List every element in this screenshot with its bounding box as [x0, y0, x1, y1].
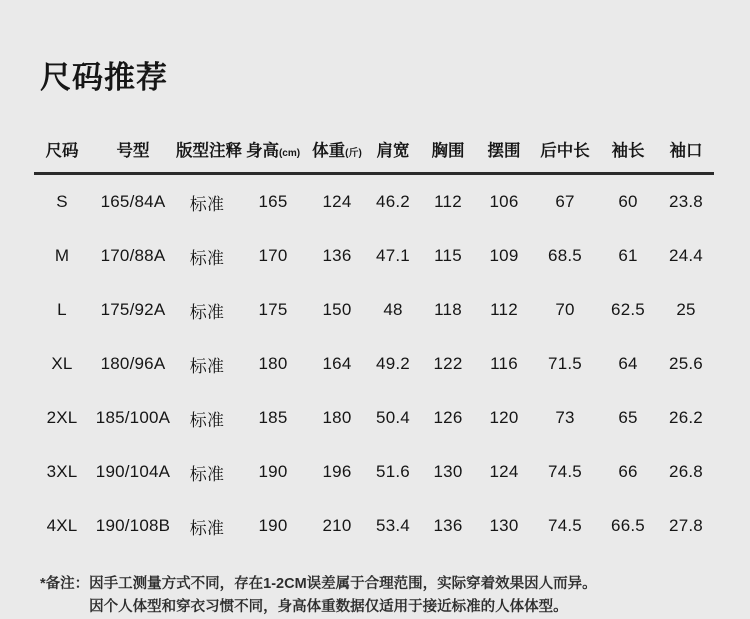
value-cell: 74.5: [548, 516, 582, 535]
column-header-label: 号型: [116, 142, 150, 160]
size-table-row: [34, 174, 714, 230]
value-cell: 48: [383, 300, 403, 319]
value-cell: 标准: [189, 194, 225, 214]
column-header-label: 尺码: [45, 142, 79, 160]
value-cell: 23.8: [669, 192, 703, 211]
size-cell: 3XL: [46, 462, 78, 481]
size-table-header-row: [34, 126, 714, 174]
value-cell: 130: [433, 462, 463, 481]
value-cell: 标准: [189, 410, 225, 430]
column-header: [34, 126, 90, 174]
value-cell: 68.5: [548, 246, 582, 265]
size-table: [34, 126, 714, 553]
size-table-row: [34, 445, 714, 499]
value-cell: 50.4: [376, 408, 410, 427]
footnote-line-2: 因个人体型和穿衣习惯不同，身高体重数据仅适用于接近标准的人体体型。: [89, 599, 568, 615]
value-cell: 26.2: [669, 408, 703, 427]
value-cell: 67: [555, 192, 575, 211]
value-cell: 标准: [189, 464, 225, 484]
value-cell: 115: [434, 246, 462, 265]
value-cell: 190: [258, 516, 288, 535]
column-header-label: 胸围: [431, 142, 465, 160]
value-cell: 66: [618, 462, 638, 481]
value-cell: 60: [618, 192, 638, 211]
size-cell: S: [56, 192, 68, 211]
value-cell: 109: [489, 246, 519, 265]
column-header: [658, 126, 714, 174]
value-cell: 25.6: [669, 354, 703, 373]
value-cell: 标准: [189, 356, 225, 376]
value-cell: 180: [322, 408, 352, 427]
column-header-label: 摆围: [487, 142, 521, 160]
value-cell: 标准: [189, 302, 225, 322]
value-cell: 165: [258, 192, 288, 211]
value-cell: 190: [258, 462, 288, 481]
column-header: [308, 126, 366, 174]
value-cell: 46.2: [376, 192, 410, 211]
column-header-label: 后中长: [540, 142, 590, 160]
value-cell: 49.2: [376, 354, 410, 373]
value-cell: 175/92A: [100, 300, 166, 319]
size-table-row: [34, 391, 714, 445]
value-cell: 122: [433, 354, 463, 373]
value-cell: 106: [489, 192, 519, 211]
value-cell: 136: [433, 516, 463, 535]
value-cell: 标准: [189, 518, 225, 538]
value-cell: 61: [618, 246, 638, 265]
size-cell: 2XL: [46, 408, 78, 427]
column-header-label: 肩宽: [376, 142, 410, 160]
size-table-row: [34, 499, 714, 553]
value-cell: 70: [555, 300, 575, 319]
page-title: 尺码推荐: [40, 60, 168, 95]
value-cell: 62.5: [611, 300, 645, 319]
value-cell: 65: [618, 408, 638, 427]
value-cell: 71.5: [548, 354, 582, 373]
value-cell: 120: [489, 408, 519, 427]
footnote: [40, 573, 750, 619]
size-cell: L: [57, 300, 67, 319]
footnote-label: *备注：: [40, 576, 90, 592]
column-header: [532, 126, 598, 174]
column-header-label: 身高: [245, 142, 279, 160]
value-cell: 210: [322, 516, 352, 535]
value-cell: 164: [322, 354, 352, 373]
size-cell: M: [54, 246, 70, 265]
column-header-label: 体重: [312, 142, 346, 160]
size-table-row: [34, 337, 714, 391]
column-header: [476, 126, 532, 174]
value-cell: 47.1: [376, 246, 410, 265]
value-cell: 185/100A: [95, 408, 171, 427]
size-cell: XL: [51, 354, 73, 373]
column-header-label: 袖长: [611, 142, 645, 160]
column-header-label: 版型注释: [176, 142, 242, 160]
column-header: [598, 126, 658, 174]
footnote-line-1: 因手工测量方式不同，存在1-2CM误差属于合理范围，实际穿着效果因人而异。: [89, 576, 597, 592]
value-cell: 标准: [189, 248, 225, 268]
value-cell: 190/108B: [95, 516, 171, 535]
value-cell: 118: [434, 300, 462, 319]
value-cell: 170: [258, 246, 288, 265]
value-cell: 26.8: [669, 462, 703, 481]
value-cell: 64: [618, 354, 638, 373]
value-cell: 175: [258, 300, 288, 319]
value-cell: 74.5: [548, 462, 582, 481]
value-cell: 24.4: [669, 246, 703, 265]
column-header-unit: (斤): [345, 148, 362, 159]
value-cell: 27.8: [669, 516, 703, 535]
value-cell: 165/84A: [100, 192, 166, 211]
footnote-lines: [89, 573, 750, 619]
column-header: [90, 126, 176, 174]
column-header: [420, 126, 476, 174]
value-cell: 136: [322, 246, 352, 265]
value-cell: 112: [434, 192, 462, 211]
value-cell: 180/96A: [100, 354, 166, 373]
value-cell: 124: [322, 192, 352, 211]
column-header: [238, 126, 308, 174]
value-cell: 130: [489, 516, 519, 535]
column-header: [176, 126, 242, 174]
column-header-unit: (cm): [278, 148, 301, 159]
value-cell: 150: [322, 300, 352, 319]
value-cell: 116: [490, 354, 518, 373]
value-cell: 196: [322, 462, 352, 481]
size-table-row: [34, 283, 714, 337]
size-cell: 4XL: [46, 516, 78, 535]
value-cell: 185: [258, 408, 288, 427]
value-cell: 66.5: [611, 516, 645, 535]
value-cell: 53.4: [376, 516, 410, 535]
column-header: [366, 126, 420, 174]
value-cell: 190/104A: [95, 462, 171, 481]
size-table-row: [34, 229, 714, 283]
value-cell: 25: [676, 300, 696, 319]
value-cell: 73: [555, 408, 575, 427]
value-cell: 180: [258, 354, 288, 373]
value-cell: 126: [433, 408, 463, 427]
value-cell: 112: [490, 300, 518, 319]
value-cell: 124: [489, 462, 519, 481]
column-header-label: 袖口: [669, 142, 703, 160]
value-cell: 170/88A: [100, 246, 166, 265]
value-cell: 51.6: [376, 462, 410, 481]
